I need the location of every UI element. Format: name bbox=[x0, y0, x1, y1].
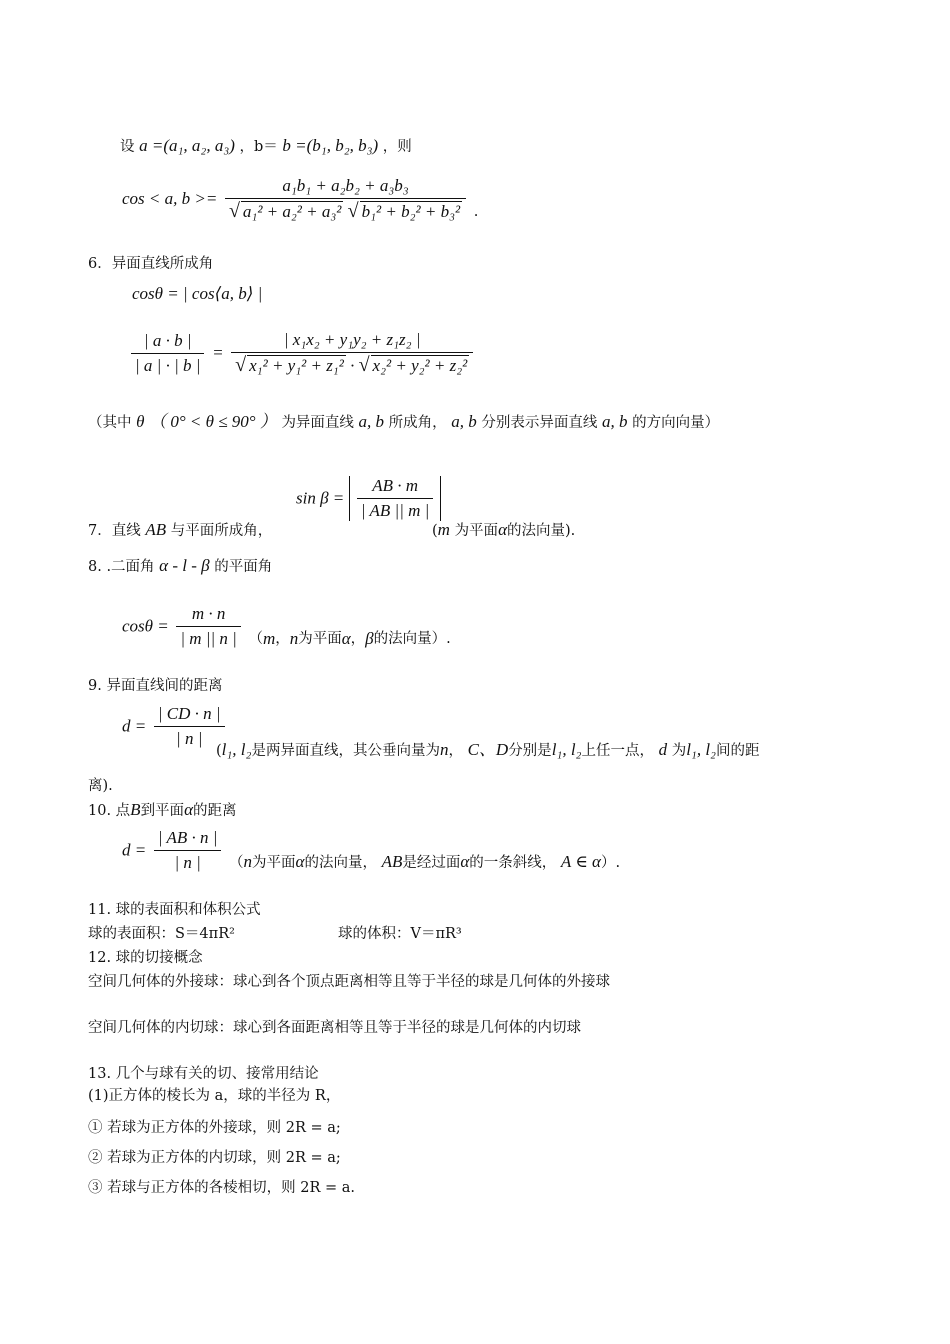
A-in-alpha: A ∈ α bbox=[560, 852, 601, 871]
conclusion-2-text: ② 若球为正方体的内切球，则 2R = a; bbox=[88, 1150, 341, 1166]
outer-sphere-text: 空间几何体的外接球：球心到各个顶点距离相等且等于半径的球是几何体的外接球 bbox=[88, 974, 610, 990]
lines-l1-l2: l₁, l₂ bbox=[221, 740, 252, 759]
plane-alpha-2: α bbox=[295, 852, 305, 871]
tail-open: （ bbox=[248, 631, 263, 647]
text-she: 设 bbox=[120, 139, 135, 155]
section-6-heading bbox=[88, 254, 213, 274]
note-text-perp: 是两异面直线，其公垂向量为 bbox=[251, 743, 440, 759]
dot-product-fraction bbox=[131, 331, 204, 376]
dot-product-numerator: | a · b | bbox=[143, 330, 192, 350]
section-7-mid-text: 与平面所成角， bbox=[170, 523, 273, 539]
section-7-formula bbox=[296, 476, 441, 521]
section-13-title: 13. 几个与球有关的切、接常用结论 bbox=[88, 1066, 319, 1082]
dihedral-denominator: | m || n | bbox=[176, 626, 240, 649]
section-7-title: 7．直线 bbox=[88, 523, 141, 539]
line-AB: AB bbox=[381, 852, 403, 871]
section-9-wrap bbox=[88, 776, 113, 796]
lines-ab: a, b bbox=[358, 412, 385, 431]
equals-sign: = bbox=[212, 343, 224, 362]
tail-sep: ， bbox=[275, 631, 290, 647]
normal-n: n bbox=[243, 852, 253, 871]
tail-paren: ( bbox=[432, 523, 438, 539]
plane-alpha-3: α bbox=[460, 852, 470, 871]
note-text-4: 分别表示异面直线 bbox=[481, 415, 598, 431]
section-10-title-suffix: 的距离 bbox=[193, 803, 237, 819]
cos-vector-lhs: cos < a, b >= bbox=[122, 189, 218, 208]
section-9-title: 9. 异面直线间的距离 bbox=[88, 678, 223, 694]
note-paren: ( bbox=[216, 743, 222, 759]
lines-ab-2: a, b bbox=[601, 412, 628, 431]
section-10-formula bbox=[122, 828, 620, 873]
section-6-formula-2 bbox=[128, 330, 476, 376]
cos-theta-abs-formula: cosθ = | cos⟨a, b⟩ | bbox=[132, 284, 263, 303]
inner-sphere-text: 空间几何体的内切球：球心到各面距离相等且等于半径的球是几何体的内切球 bbox=[88, 1020, 581, 1036]
dihedral-expression: α - l - β bbox=[159, 556, 210, 575]
lines-l1-l2-b: l₁, l₂ bbox=[551, 740, 582, 759]
skew-distance-fraction bbox=[154, 704, 225, 749]
section-6-formula-1 bbox=[132, 284, 262, 305]
distance-lhs: d = bbox=[122, 716, 147, 736]
text-then: ，则 bbox=[382, 139, 412, 155]
vector-definition-line bbox=[120, 136, 412, 157]
section-12-title: 12. 球的切接概念 bbox=[88, 950, 203, 966]
note-text-between: 间的距 bbox=[715, 743, 760, 759]
sphere-surface-area bbox=[88, 924, 235, 944]
section-11-heading bbox=[88, 900, 261, 920]
sphere-volume bbox=[338, 924, 462, 944]
section-8-formula bbox=[122, 604, 451, 649]
section-10-heading bbox=[88, 800, 237, 821]
section-9-note bbox=[216, 740, 759, 761]
note-plane: 为平面 bbox=[252, 855, 296, 871]
vector-b-definition: b =(b₁, b₂, b₃) bbox=[282, 136, 379, 155]
section-8-title: 8. .二面角 bbox=[88, 559, 155, 575]
surface-area-formula: 球的表面积：S＝4πR² bbox=[88, 926, 235, 942]
tail-text-plane: 为平面 bbox=[454, 523, 499, 539]
plane-alpha: α bbox=[498, 520, 507, 539]
coordinate-numerator: | x₁x₂ + y₁y₂ + z₁z₂ | bbox=[283, 330, 421, 349]
note-open: （ bbox=[229, 855, 244, 871]
point-plane-lhs: d = bbox=[122, 840, 147, 860]
conclusion-3-text: ③ 若球与正方体的各棱相切，则 2R = a. bbox=[88, 1180, 355, 1196]
formula-period: . bbox=[473, 204, 479, 220]
inscribed-sphere-definition bbox=[88, 1018, 581, 1038]
note-text-is: 为 bbox=[671, 743, 687, 759]
coordinate-denominator: √ x₁² + y₁² + z₁² · √ x₂² + y₂² + z₂² bbox=[231, 352, 473, 376]
conclusion-1-text: ① 若球为正方体的外接球，则 2R = a; bbox=[88, 1120, 341, 1136]
tail-plane: 为平面 bbox=[298, 631, 342, 647]
theta-symbol: θ bbox=[136, 412, 145, 431]
note-through-plane: 是经过面 bbox=[402, 855, 461, 871]
section-10-title: 10. 点 bbox=[88, 803, 131, 819]
common-perpendicular-n: n bbox=[439, 740, 449, 759]
cos-vector-fraction bbox=[225, 176, 466, 222]
plane-alpha: α bbox=[184, 800, 193, 819]
conclusion-3 bbox=[88, 1178, 355, 1198]
sin-beta-fraction bbox=[357, 476, 433, 521]
skew-distance-denominator: | n | bbox=[154, 726, 225, 749]
line-AB: AB bbox=[145, 520, 167, 539]
note-text-any-point: 上任一点， bbox=[581, 743, 654, 759]
point-B: B bbox=[130, 800, 141, 819]
points-C-D: C、D bbox=[467, 740, 509, 759]
tail-normal: 的法向量）. bbox=[373, 631, 451, 647]
note-normal: 的法向量， bbox=[304, 855, 377, 871]
cos-vector-numerator: a₁b₁ + a₂b₂ + a₃b₃ bbox=[282, 176, 409, 195]
section-6-note bbox=[88, 412, 719, 433]
sqrt-b-terms: b₁² + b₂² + b₃² bbox=[361, 202, 461, 221]
note-text-3: 所成角， bbox=[388, 415, 447, 431]
plane-alpha: α bbox=[341, 629, 351, 648]
note-close: ）. bbox=[600, 855, 621, 871]
vector-a-definition: a =(a₁, a₂, a₃) bbox=[139, 136, 235, 155]
sin-beta-numerator: AB · m bbox=[372, 476, 418, 495]
cube-premise bbox=[88, 1086, 340, 1106]
section-6-title: 6．异面直线所成角 bbox=[88, 256, 214, 272]
section-8-title-suffix: 的平面角 bbox=[214, 559, 273, 575]
point-plane-numerator: | AB · n | bbox=[157, 828, 218, 847]
cos-vector-denominator: √ a₁² + a₂² + a₃² √ b₁² + b₂² + b₃² bbox=[225, 198, 466, 222]
sqrt-second-vector: x₂² + y₂² + z₂² bbox=[372, 356, 468, 375]
section-13-heading bbox=[88, 1064, 319, 1084]
sin-beta-abs bbox=[349, 476, 441, 521]
sqrt-first-vector: x₁² + y₁² + z₁² bbox=[249, 356, 344, 375]
dihedral-fraction bbox=[176, 604, 240, 649]
section-9-formula bbox=[122, 704, 228, 749]
cube-premise-text: (1)正方体的棱长为 a，球的半径为 R， bbox=[88, 1088, 341, 1104]
coordinate-fraction bbox=[231, 330, 473, 376]
conclusion-1 bbox=[88, 1118, 341, 1138]
section-7-heading bbox=[88, 520, 272, 541]
angle-range: （ 0° < θ ≤ 90° ） bbox=[149, 412, 277, 431]
section-7-tail bbox=[432, 520, 575, 541]
note-text-1: （其中 bbox=[88, 415, 132, 431]
normal-m: m bbox=[262, 629, 276, 648]
direction-vectors-ab: a, b bbox=[451, 412, 477, 431]
section-10-title-mid: 到平面 bbox=[140, 803, 185, 819]
normal-vector-m: m bbox=[437, 520, 450, 539]
section-9-wrap-text: 离). bbox=[88, 778, 113, 794]
volume-formula: 球的体积：V＝πR³ bbox=[338, 926, 462, 942]
section-11-title: 11. 球的表面积和体积公式 bbox=[88, 902, 261, 918]
dot-product-denominator: | a | · | b | bbox=[131, 353, 204, 376]
dihedral-numerator: m · n bbox=[191, 604, 226, 623]
normal-n: n bbox=[289, 629, 299, 648]
plane-beta: β bbox=[365, 629, 374, 648]
sqrt-a-terms: a₁² + a₂² + a₃² bbox=[242, 202, 342, 221]
cos-vector-formula bbox=[122, 176, 478, 222]
note-text-2: 为异面直线 bbox=[281, 415, 354, 431]
text-comma-b: ，b＝ bbox=[239, 139, 278, 155]
tail-text-normal: 的法向量). bbox=[507, 523, 576, 539]
point-plane-denominator: | n | bbox=[154, 850, 222, 873]
note-oblique: 的一条斜线， bbox=[469, 855, 557, 871]
lines-l1-l2-c: l₁, l₂ bbox=[686, 740, 716, 759]
section-8-heading bbox=[88, 556, 272, 577]
section-9-heading bbox=[88, 676, 222, 696]
cos-theta-lhs: cosθ = bbox=[122, 616, 169, 636]
skew-distance-numerator: | CD · n | bbox=[157, 704, 221, 723]
section-12-heading bbox=[88, 948, 203, 968]
note-text-5: 的方向向量） bbox=[632, 415, 720, 431]
tail-sep-2: ， bbox=[350, 631, 366, 647]
sin-beta-denominator: | AB || m | bbox=[357, 498, 433, 521]
note-comma: ， bbox=[448, 743, 463, 759]
distance-d: d bbox=[658, 740, 668, 759]
point-plane-fraction bbox=[154, 828, 222, 873]
note-text-respectively: 分别是 bbox=[508, 743, 552, 759]
circumscribed-sphere-definition bbox=[88, 972, 610, 992]
sin-beta-lhs: sin β = bbox=[296, 488, 345, 508]
conclusion-2 bbox=[88, 1148, 341, 1168]
